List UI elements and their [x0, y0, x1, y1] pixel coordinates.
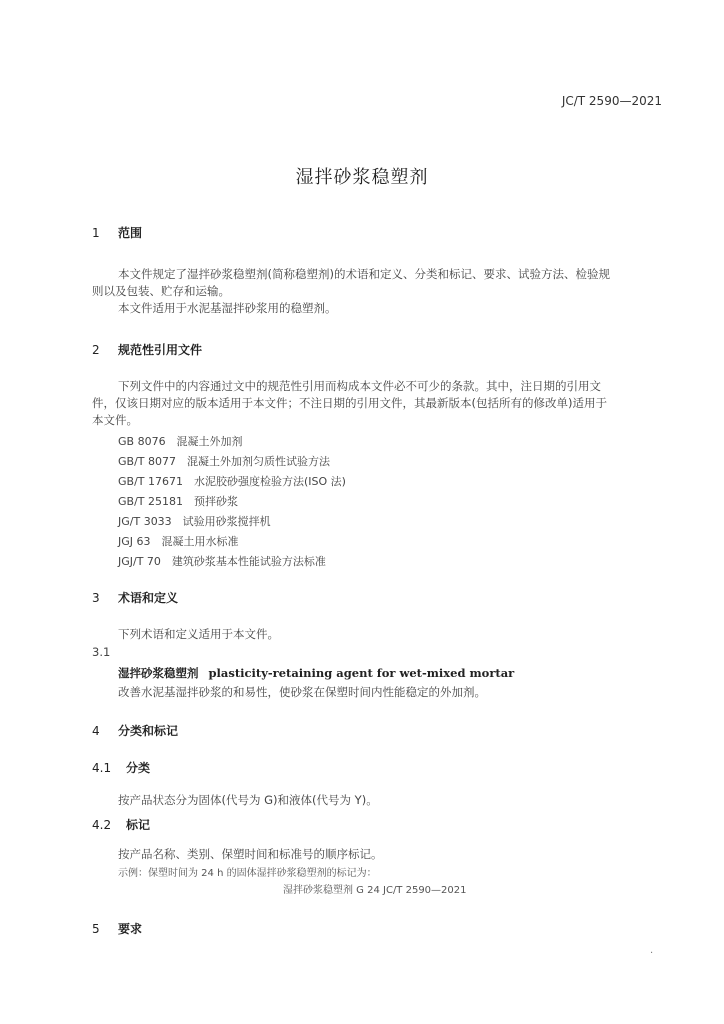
section-number: 4.1	[92, 761, 112, 775]
term-chinese: 湿拌砂浆稳塑剂	[118, 666, 199, 680]
section-title: 术语和定义	[118, 591, 179, 605]
classification-text: 按产品状态分为固体(代号为 G)和液体(代号为 Y)。	[118, 793, 378, 807]
normative-intro-line-2: 件，仅该日期对应的版本适用于本文件；不注日期的引用文件，其最新版本(包括所有的修改单)适用于	[92, 396, 607, 410]
normative-intro-line-3: 本文件。	[92, 413, 138, 427]
reference-item: GB/T 17671 水泥胶砂强度检验方法(ISO 法)	[118, 475, 346, 488]
scope-paragraph-2: 本文件适用于水泥基湿拌砂浆用的稳塑剂。	[118, 301, 337, 315]
section-number: 3	[92, 591, 100, 605]
terms-intro: 下列术语和定义适用于本文件。	[118, 627, 279, 641]
scope-paragraph-line-1: 本文件规定了湿拌砂浆稳塑剂(简称稳塑剂)的术语和定义、分类和标记、要求、试验方法、检验规	[118, 267, 610, 281]
reference-item: JGJ 63 混凝土用水标准	[118, 535, 239, 548]
section-number: 1	[92, 226, 100, 240]
section-4-heading	[92, 722, 178, 739]
standard-code: JC/T 2590—2021	[561, 94, 662, 108]
section-title: 范围	[118, 226, 143, 240]
section-number: 4.2	[92, 818, 112, 832]
scope-paragraph-line-2: 则以及包装、贮存和运输。	[92, 284, 230, 298]
marking-text: 按产品名称、类别、保塑时间和标准号的顺序标记。	[118, 847, 383, 861]
marking-example: 湿拌砂浆稳塑剂 G 24 JC/T 2590—2021	[283, 885, 467, 896]
section-1-heading	[92, 224, 142, 241]
term-number: 3.1	[92, 645, 111, 659]
section-number: 2	[92, 343, 100, 357]
page-mark: ·	[650, 948, 654, 959]
term-english: plasticity-retaining agent for wet-mixed mortar	[208, 666, 515, 680]
reference-item: JG/T 3033 试验用砂浆搅拌机	[118, 515, 271, 528]
document-title: 湿拌砂浆稳塑剂	[295, 167, 429, 188]
section-title: 规范性引用文件	[118, 343, 203, 357]
reference-item: GB/T 8077 混凝土外加剂匀质性试验方法	[118, 455, 330, 468]
section-number: 5	[92, 922, 100, 936]
section-title: 分类	[126, 761, 151, 775]
section-5-heading	[92, 920, 142, 937]
section-2-heading	[92, 341, 202, 358]
reference-item: GB/T 25181 预拌砂浆	[118, 495, 238, 508]
term-definition: 改善水泥基湿拌砂浆的和易性，使砂浆在保塑时间内性能稳定的外加剂。	[118, 685, 486, 699]
reference-item: JGJ/T 70 建筑砂浆基本性能试验方法标准	[118, 555, 326, 568]
marking-example-label: 示例：保塑时间为 24 h 的固体湿拌砂浆稳塑剂的标记为：	[118, 868, 377, 879]
section-title: 标记	[126, 818, 151, 832]
section-4-2-heading	[92, 816, 150, 833]
reference-item: GB 8076 混凝土外加剂	[118, 435, 243, 448]
section-title: 要求	[118, 922, 143, 936]
term-entry	[118, 665, 514, 681]
normative-intro-line-1: 下列文件中的内容通过文中的规范性引用而构成本文件必不可少的条款。其中，注日期的引用文	[118, 379, 601, 393]
section-title: 分类和标记	[118, 724, 179, 738]
section-4-1-heading	[92, 759, 150, 776]
section-3-heading	[92, 589, 178, 606]
section-number: 4	[92, 724, 100, 738]
